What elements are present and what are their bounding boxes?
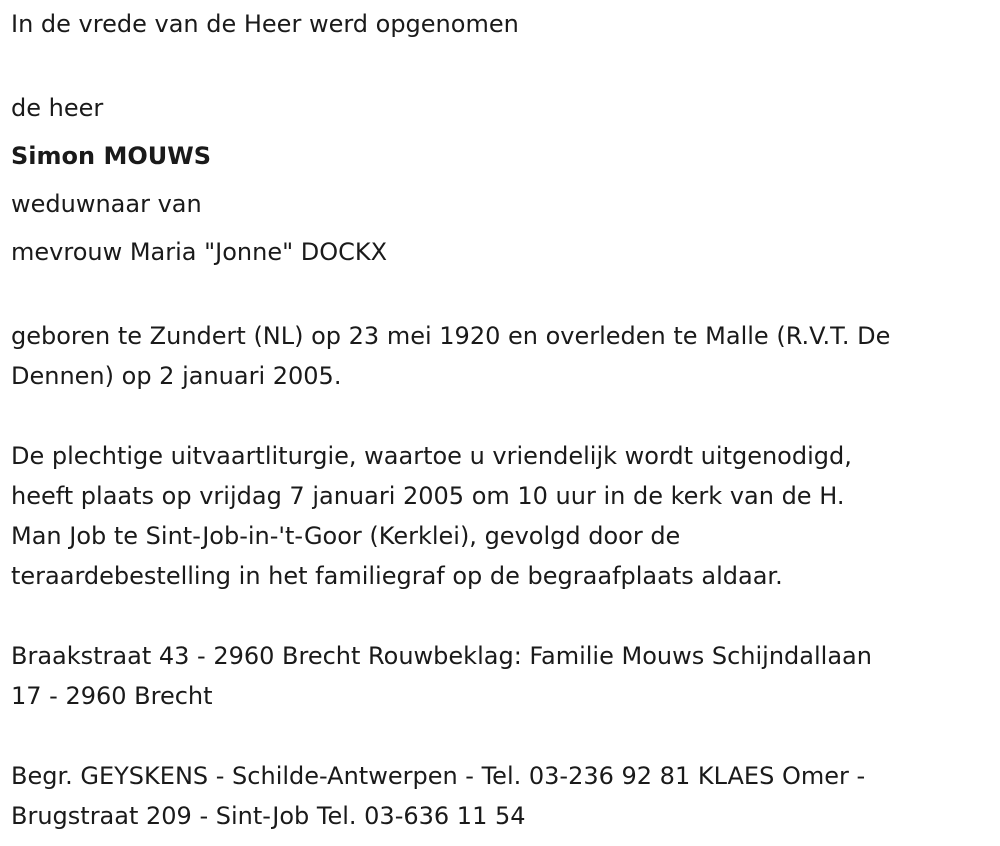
deceased-name: Simon MOUWS	[11, 142, 211, 170]
funeral-line: Man Job te Sint-Job-in-'t-Goor (Kerklei), gevolgd door de	[11, 522, 681, 550]
undertaker-line: Begr. GEYSKENS - Schilde-Antwerpen - Tel. 03-236 92 81 KLAES Omer -	[11, 762, 866, 790]
undertaker-paragraph	[11, 756, 993, 836]
honorific: de heer	[11, 94, 104, 122]
spacer	[11, 596, 993, 636]
funeral-paragraph	[11, 436, 993, 596]
relation-label: weduwnaar van	[11, 190, 202, 218]
intro-line: In de vrede van de Heer werd opgenomen	[11, 10, 519, 38]
birth-death-paragraph	[11, 316, 993, 396]
funeral-line: heeft plaats op vrijdag 7 januari 2005 om 10 uur in de kerk van de H.	[11, 482, 845, 510]
birth-death-line: Dennen) op 2 januari 2005.	[11, 362, 342, 390]
spacer	[11, 716, 993, 756]
spacer	[11, 44, 993, 84]
spacer	[11, 396, 993, 436]
condolence-line: 17 - 2960 Brecht	[11, 682, 213, 710]
condolence-paragraph	[11, 636, 993, 716]
spacer	[11, 276, 993, 316]
birth-death-line: geboren te Zundert (NL) op 23 mei 1920 en overleden te Malle (R.V.T. De	[11, 322, 891, 350]
undertaker-line: Brugstraat 209 - Sint-Job Tel. 03-636 11 54	[11, 802, 526, 830]
death-notice	[11, 4, 993, 836]
condolence-line: Braakstraat 43 - 2960 Brecht Rouwbeklag: Familie Mouws Schijndallaan	[11, 642, 872, 670]
spouse-name: mevrouw Maria "Jonne" DOCKX	[11, 238, 388, 266]
funeral-line: De plechtige uitvaartliturgie, waartoe u vriendelijk wordt uitgenodigd,	[11, 442, 852, 470]
funeral-line: teraardebestelling in het familiegraf op de begraafplaats aldaar.	[11, 562, 783, 590]
